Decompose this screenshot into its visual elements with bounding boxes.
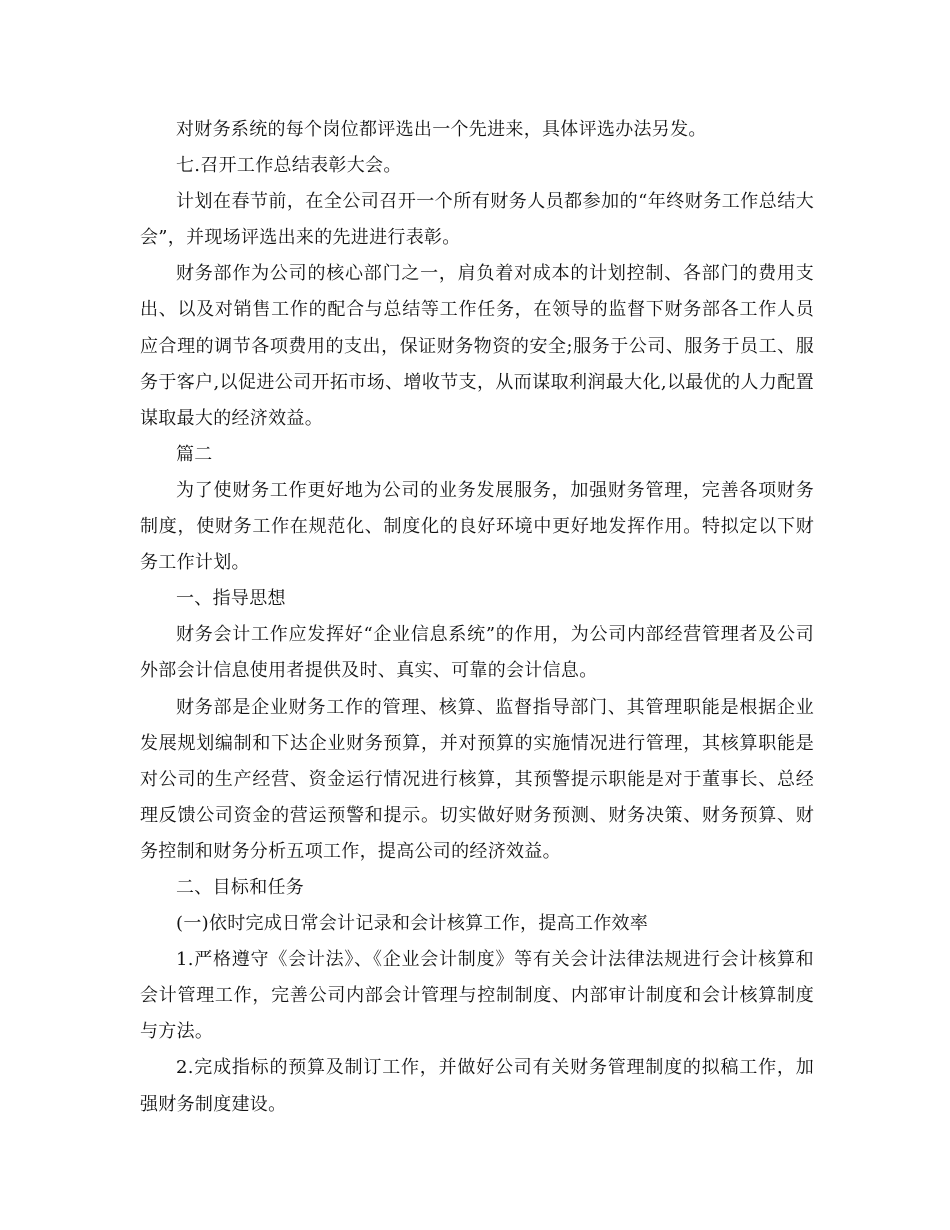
paragraph: 为了使财务工作更好地为公司的业务发展服务，加强财务管理，完善各项财务制度，使财务工作在规范化、制度化的良好环境中更好地发挥作用。特拟定以下财务工作计划。: [140, 479, 814, 574]
section-heading: 篇二: [176, 443, 213, 465]
paragraph: 计划在春节前，在全公司召开一个所有财务人员都参加的“年终财务工作总结大会”，并现场评选出来的先进进行表彰。: [140, 191, 814, 249]
document-body: [140, 112, 814, 1123]
section-heading: 一、指导思想: [176, 588, 286, 610]
paragraph: 财务部是企业财务工作的管理、核算、监督指导部门、其管理职能是根据企业发展规划编制和下达企业财务预算，并对预算的实施情况进行管理，其核算职能是对公司的生产经营、资金运行情况进行核算，其预警提示职能是对于董事长、总经理反馈公司资金的营运预警和提示。切实做好财务预测、财务决策、财务预算、财务控制和财务分析五项工作，提高公司的经济效益。: [140, 696, 814, 862]
paragraph: 2.完成指标的预算及制订工作，并做好公司有关财务管理制度的拟稿工作，加强财务制度建设。: [140, 1057, 814, 1115]
section-heading: 二、目标和任务: [176, 876, 305, 898]
paragraph: 1.严格遵守《会计法》、《企业会计制度》等有关会计法律法规进行会计核算和会计管理工作，完善公司内部会计管理与控制制度、内部审计制度和会计核算制度与方法。: [140, 949, 814, 1043]
paragraph: 对财务系统的每个岗位都评选出一个先进来，具体评选办法另发。: [176, 119, 707, 140]
paragraph: 财务部作为公司的核心部门之一，肩负着对成本的计划控制、各部门的费用支出、以及对销售工作的配合与总结等工作任务，在领导的监督下财务部各工作人员应合理的调节各项费用的支出，保证财务物资的安全;服务于公司、服务于员工、服务于客户,以促进公司开拓市场、增收节支，从而谋取利润最大化,以最优的人力配置谋取最大的经济效益。: [140, 263, 814, 429]
paragraph: 财务会计工作应发挥好“企业信息系统”的作用，为公司内部经营管理者及公司外部会计信息使用者提供及时、真实、可靠的会计信息。: [140, 624, 814, 682]
section-heading: 七.召开工作总结表彰大会。: [176, 155, 402, 177]
subsection-heading: (一)依时完成日常会计记录和会计核算工作，提高工作效率: [176, 913, 649, 935]
